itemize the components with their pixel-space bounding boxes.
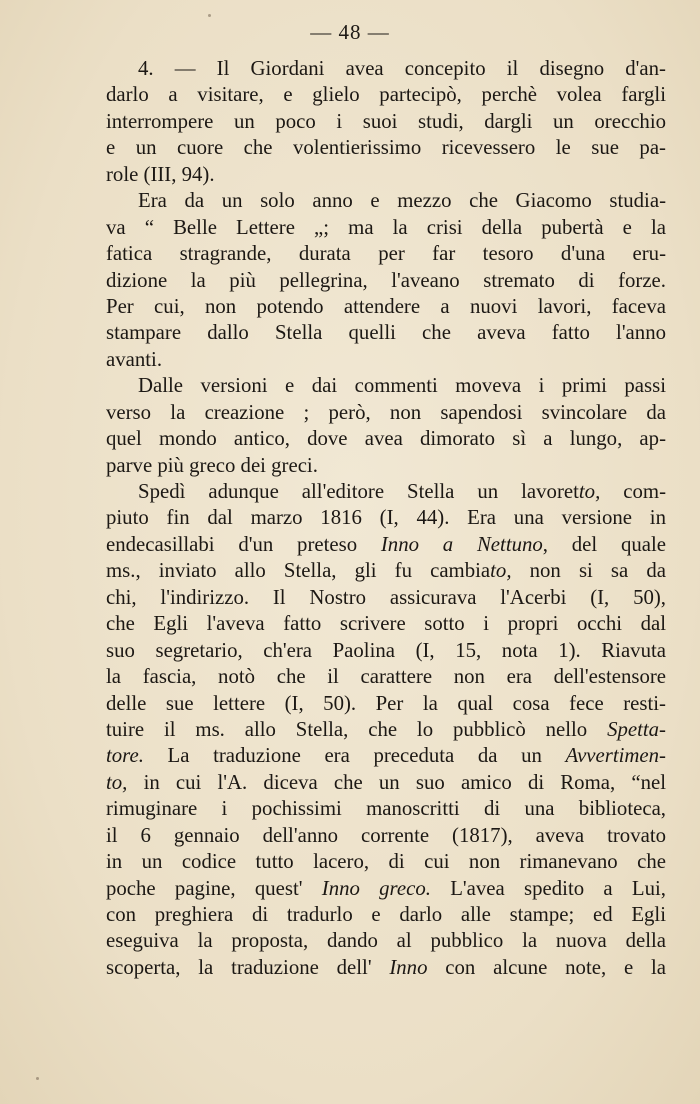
- text-line: tuire il ms. allo Stella, che lo pubblicò nello Spetta-: [106, 717, 666, 741]
- text-line: verso la creazione ; però, non sapendosi svincolare da: [106, 400, 666, 424]
- text-line: piuto fin dal marzo 1816 (I, 44). Era una versione in: [106, 506, 666, 530]
- text-line: tore. La traduzione era preceduta da un Avvertimen-: [106, 744, 666, 768]
- italic-title: Inno a Nettuno: [380, 532, 543, 556]
- text-line: che Egli l'aveva fatto scrivere sotto i propri occhi dal: [106, 612, 666, 636]
- text-line: e un cuore che volentierissimo ricevessero le sue pa-: [106, 136, 666, 160]
- paragraph-4: [106, 479, 666, 981]
- italic-title: to,: [106, 770, 128, 794]
- paper-speck: [208, 14, 211, 17]
- text-line: stampare dallo Stella quelli che aveva fatto l'anno: [106, 321, 666, 345]
- text-line: delle sue lettere (I, 50). Per la qual cosa fece resti-: [106, 691, 666, 715]
- text-line: Dalle versioni e dai commenti moveva i primi passi: [138, 374, 666, 398]
- text-line: il 6 gennaio dell'anno corrente (1817), aveva trovato: [106, 823, 666, 847]
- text-line: 4. — Il Giordani avea concepito il disegno d'an-: [138, 57, 666, 80]
- text-line: darlo a visitare, e glielo partecipò, perchè volea fargli: [106, 83, 666, 107]
- text-line: parve più greco dei greci.: [106, 453, 318, 477]
- text-line: avanti.: [106, 347, 163, 371]
- text-line: poche pagine, quest' Inno greco. L'avea spedito a Lui,: [106, 876, 666, 900]
- italic-title: to,: [490, 559, 512, 583]
- text-line: dizione la più pellegrina, l'aveano stremato di forze.: [106, 268, 666, 292]
- text-line: role (III, 94).: [106, 162, 215, 186]
- text-line: chi, l'indirizzo. Il Nostro assicurava l'Acerbi (I, 50),: [106, 585, 666, 609]
- text-line: to, in cui l'A. diceva che un suo amico di Roma, “nel: [106, 770, 666, 794]
- text-line: Per cui, non potendo attendere a nuovi lavori, faceva: [106, 294, 666, 318]
- text-line: rimuginare i pochissimi manoscritti di una biblioteca,: [106, 797, 666, 821]
- text-line: la fascia, notò che il carattere non era dell'estensore: [106, 665, 666, 689]
- body-text: [106, 56, 666, 981]
- text-line: endecasillabi d'un preteso Inno a Nettuno, del quale: [106, 532, 666, 556]
- page-number: — 48 —: [310, 20, 390, 44]
- text-line: fatica stragrande, durata per far tesoro d'una eru-: [106, 242, 666, 266]
- italic-title: Spetta-: [607, 717, 666, 741]
- text-line: quel mondo antico, dove avea dimorato sì a lungo, ap-: [106, 427, 666, 451]
- paragraph-3: [106, 373, 666, 479]
- text-line: Spedì adunque all'editore Stella un lavoretto, com-: [138, 480, 666, 503]
- italic-title: Inno greco.: [321, 876, 431, 900]
- italic-title: Avvertimen-: [565, 744, 666, 768]
- paper-speck: [36, 1077, 39, 1080]
- text-line: con preghiera di tradurlo e darlo alle stampe; ed Egli: [106, 903, 666, 926]
- paragraph-2: [106, 188, 666, 373]
- text-line: va “ Belle Lettere „; ma la crisi della pubertà e la: [106, 215, 666, 239]
- text-line: in un codice tutto lacero, di cui non rimanevano che: [106, 850, 666, 874]
- text-line: ms., inviato allo Stella, gli fu cambiato, non si sa da: [106, 559, 666, 583]
- italic-title: tore.: [106, 744, 144, 768]
- italic-title: to,: [578, 480, 601, 503]
- text-line: eseguiva la proposta, dando al pubblico la nuova della: [106, 929, 666, 953]
- paragraph-1: [106, 56, 666, 188]
- text-line: scoperta, la traduzione dell' Inno con alcune note, e la: [106, 955, 666, 979]
- text-line: suo segretario, ch'era Paolina (I, 15, nota 1). Riavuta: [106, 638, 666, 662]
- text-line: interrompere un poco i suoi studi, dargli un orecchio: [106, 109, 666, 133]
- italic-title: Inno: [389, 955, 428, 979]
- text-line: Era da un solo anno e mezzo che Giacomo studia-: [138, 189, 666, 213]
